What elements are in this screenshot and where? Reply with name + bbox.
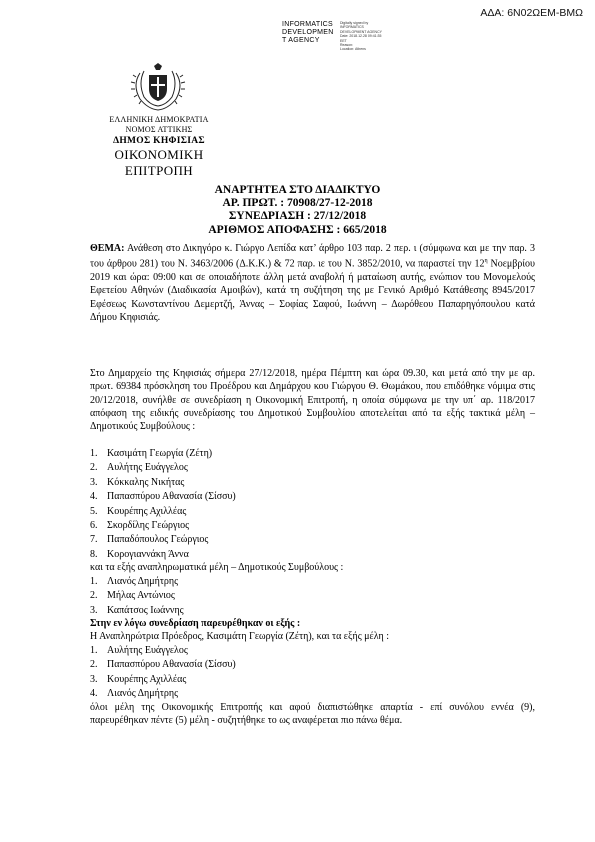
signature-detail-line: Digitally signed by	[340, 21, 369, 25]
signature-detail-line: Reason:	[340, 43, 354, 48]
header-municipality: ΔΗΜΟΣ ΚΗΦΙΣΙΑΣ	[113, 136, 205, 146]
signature-detail-line: Location: Athens	[340, 47, 366, 52]
closing-paragraph: όλοι μέλη της Οικονομικής Επιτροπής και αφού διαπιστώθηκε απαρτία - επί συνόλου εννέα (9), παρευρέθηκαν πέντε (5) μέλη - συζητήθηκε το ως αναφέρεται πιο πάνω θέμα.	[90, 702, 535, 727]
list-item: 6. Σκορδίλης Γεώργιος	[90, 520, 190, 532]
intro-paragraph: Στο Δημαρχείο της Κηφισιάς σήμερα 27/12/2018, ημέρα Πέμπτη και ώρα 09.30, και μετά από την με αρ. πρωτ. 69384 πρόσκληση του Προέδρου και Δημάρχου κου Γιώργου Θ. Θωμάκου, που επιδόθηκε νόμιμα στις 20/12/2018, συνήλθε σε συνεδρίαση η Οικονομική Επιτροπή, η οποία σύμφωνα με την υπ΄ αρ. 118/2017 απόφαση της ειδικής συνεδρίασης του Δημοτικού Συμβουλίου αποτελείται από τα εξής τακτικά μέλη – Δημοτικούς Συμβούλους :	[90, 368, 535, 433]
ida-line: INFORMATICS	[282, 21, 334, 28]
ida-signature-block	[282, 21, 334, 45]
present-members-list	[90, 644, 236, 702]
list-item: 1. Λιανός Δημήτρης	[90, 576, 179, 587]
list-item: 1. Κασιμάτη Γεωργία (Ζέτη)	[90, 448, 213, 459]
signature-detail-line: Date: 2018.12.28 09:41:35	[340, 34, 382, 39]
protocol-number: ΑΡ. ΠΡΩΤ. : 70908/27-12-2018	[222, 197, 373, 210]
ida-line: T AGENCY	[282, 37, 320, 44]
list-item: 1. Αυλήτης Ευάγγελος	[90, 645, 188, 656]
decision-number: ΑΡΙΘΜΟΣ ΑΠΟΦΑΣΗΣ : 665/2018	[208, 223, 387, 236]
header-prefecture: ΝΟΜΟΣ ΑΤΤΙΚΗΣ	[125, 125, 193, 134]
subject-text-part2: Νοεμβρίου 2019 και ώρα: 09:00 και σε οποιαδήποτε άλλη μετά αναβολή ή ματαίωση αυτής, ενώπιον του Μονομελούς Εφετείου Αθηνών (Διαδικασία Αμοιβών), κατά τη συζήτηση της με Γενικό Αριθμό Κατάθεσης 8945/2017 Εφέσεως Κωνσταντίνου Δεμερτζή, Άννας – Σοφίας Σαφού, Ιωάννη – Δωρόθεου Παπαρηγόπουλου κατά Δήμου Κηφισιάς.	[90, 258, 535, 323]
present-heading: Στην εν λόγω συνεδρίαση παρευρέθηκαν οι εξής :	[90, 618, 301, 629]
list-item: 4. Λιανός Δημήτρης	[90, 688, 179, 700]
greek-coat-of-arms-icon	[118, 63, 198, 113]
ida-line: DEVELOPMEN	[282, 29, 334, 36]
regular-members-list	[90, 447, 236, 562]
list-item: 2. Παπασπύρου Αθανασία (Σίσσυ)	[90, 659, 236, 671]
alternate-members-list	[90, 575, 184, 618]
signature-detail-line: INFORMATICS	[340, 25, 364, 30]
list-item: 3. Καπάτσος Ιωάννης	[90, 604, 184, 616]
publish-online-note: ΑΝΑΡΤΗΤΕΑ ΣΤΟ ΔΙΑΔΙΚΤΥΟ	[214, 184, 381, 196]
list-item: 3. Κουρέπης Αχιλλέας	[90, 673, 187, 685]
session-date: ΣΥΝΕΔΡΙΑΣΗ : 27/12/2018	[228, 210, 367, 223]
list-item: 4. Παπασπύρου Αθανασία (Σίσσυ)	[90, 491, 236, 503]
subject-paragraph	[90, 242, 535, 324]
subject-superscript: η	[484, 258, 488, 265]
header-country: ΕΛΛΗΝΙΚΗ ΔΗΜΟΚΡΑΤΙΑ	[109, 115, 209, 124]
list-item: 3. Κόκκαλης Νικήτας	[90, 476, 185, 488]
signature-detail-line: DEVELOPMENT AGENCY	[340, 29, 382, 34]
signature-detail-line: EET	[340, 38, 347, 43]
list-item: 2. Μήλας Αντώνιος	[90, 590, 175, 602]
header-committee: ΟΙΚΟΝΟΜΙΚΗ ΕΠΙΤΡΟΠΗ	[114, 147, 204, 178]
list-item: 2. Αυλήτης Ευάγγελος	[90, 462, 188, 474]
alternates-intro: και τα εξής αναπληρωματικά μέλη – Δημοτικούς Συμβούλους :	[90, 562, 344, 573]
ada-code: ΑΔΑ: 6Ν02ΩΕΜ-ΒΜΩ	[480, 7, 583, 19]
list-item: 5. Κουρέπης Αχιλλέας	[90, 505, 187, 517]
subject-label: ΘΕΜΑ:	[90, 243, 125, 254]
list-item: 8. Κορογιαννάκη Άννα	[90, 548, 189, 560]
digital-signature-details	[340, 21, 382, 52]
subject-text-part1: Ανάθεση στο Δικηγόρο κ. Γιώργο Λεπίδα κατ’ άρθρο 103 παρ. 2 περ. ι (σύμφωνα και με την παρ. 3 του άρθρου 281) του Ν. 3463/2006 (Δ.Κ.Κ.) & 72 παρ. ιε του Ν. 3852/2010, να παραστεί την 12	[90, 243, 535, 270]
present-intro: Η Αναπληρώτρια Πρόεδρος, Κασιμάτη Γεωργία (Ζέτη), και τα εξής μέλη :	[90, 631, 389, 642]
list-item: 7. Παπαδόπουλος Γεώργιος	[90, 534, 209, 546]
document-title-block	[0, 184, 595, 237]
